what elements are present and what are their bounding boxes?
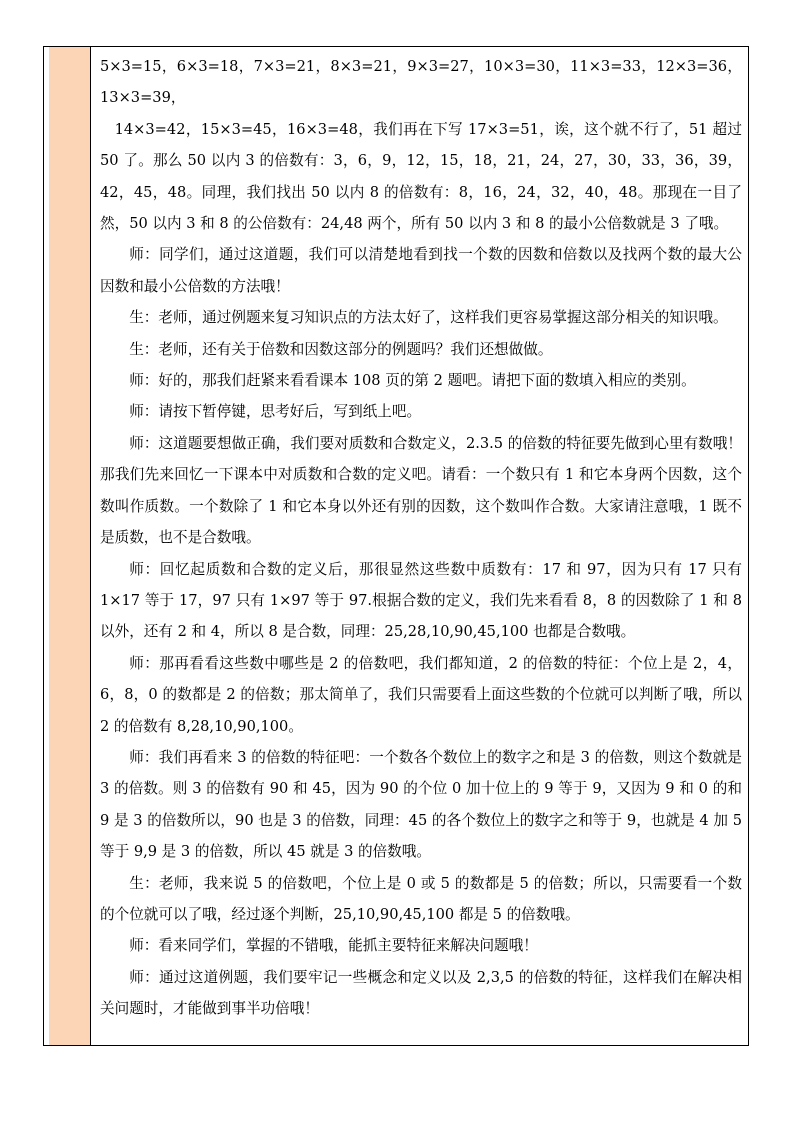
lesson-content: [100, 47, 742, 1025]
paragraph: 5×3=15，6×3=18，7×3=21，8×3=21，9×3=27，10×3=30，11×3=33，12×3=36，13×3=39，: [100, 58, 742, 107]
side-column: [44, 47, 91, 1045]
paragraph: 师：看来同学们，掌握的不错哦，能抓主要特征来解决问题哦！: [129, 937, 538, 955]
paragraph: 14×3=42，15×3=45，16×3=48，我们再在下写 17×3=51，诶，这个就不行了，51 超过 50 了。那么 50 以内 3 的倍数有：3，6，9，12，15，18，21，24，27，30，33，36，39，42，45，48。同理，我们找出 50 以内 8 的倍数有：8，16，24，32，40，48。那现在一目了然，50 以内 3 和 8 的公倍数有：24,48 两个，所有 50 以内 3 和 8 的最小公倍数就是 3 了哦。: [100, 120, 742, 233]
paragraph: 师：同学们，通过这道题，我们可以清楚地看到找一个数的因数和倍数以及找两个数的最大公因数和最小公倍数的方法哦！: [100, 246, 742, 295]
paragraph: 师：通过这道例题，我们要牢记一些概念和定义以及 2,3,5 的倍数的特征，这样我们在解决相关问题时，才能做到事半功倍哦！: [100, 968, 742, 1018]
side-column-shading: [49, 47, 90, 1045]
paragraph: 师：好的，那我们赶紧来看看课本 108 页的第 2 题吧。请把下面的数填入相应的类别。: [129, 372, 696, 390]
paragraph: 师：我们再看来 3 的倍数的特征吧：一个数各个数位上的数字之和是 3 的倍数，则这个数就是 3 的倍数。则 3 的倍数有 90 和 45，因为 90 的个位 0 加十位上的 9 等于 9，又因为 9 和 0 的和 9 是 3 的倍数所以，90 也是 3 的倍数，同理：45 的各个数位上的数字之和等于 9，也就是 4 加 5 等于 9,9 是 3 的倍数，所以 45 就是 3 的倍数哦。: [100, 748, 742, 861]
paragraph: 师：回忆起质数和合数的定义后，那很显然这些数中质数有：17 和 97，因为只有 17 只有 1×17 等于 17，97 只有 1×97 等于 97.根据合数的定义，我们先来看看 8，8 的因数除了 1 和 8 以外，还有 2 和 4，所以 8 是合数，同理：25,28,10,90,45,100 也都是合数哦。: [100, 560, 742, 641]
paragraph: 师：这道题要想做正确，我们要对质数和合数定义，2.3.5 的倍数的特征要先做到心里有数哦！那我们先来回忆一下课本中对质数和合数的定义吧。请看：一个数只有 1 和它本身两个因数，这个数叫作质数。一个数除了 1 和它本身以外还有别的因数，这个数叫作合数。大家请注意哦，1 既不是质数，也不是合数哦。: [100, 434, 742, 547]
paragraph: 生：老师，我来说 5 的倍数吧，个位上是 0 或 5 的数都是 5 的倍数；所以，只需要看一个数的个位就可以了哦，经过逐个判断，25,10,90,45,100 都是 5 的倍数哦。: [100, 874, 742, 923]
paragraph: 生：老师，通过例题来复习知识点的方法太好了，这样我们更容易掌握这部分相关的知识哦。: [129, 309, 728, 327]
lesson-table: [43, 46, 749, 1046]
paragraph: 生：老师，还有关于倍数和因数这部分的例题吗？我们还想做做。: [129, 340, 553, 358]
paragraph: 师：请按下暂停键，思考好后，写到纸上吧。: [129, 403, 422, 421]
paragraph: 师：那再看看这些数中哪些是 2 的倍数吧，我们都知道，2 的倍数的特征：个位上是 2，4，6，8，0 的数都是 2 的倍数；那太简单了，我们只需要看上面这些数的个位就可以判断了哦，所以 2 的倍数有 8,28,10,90,100。: [100, 654, 742, 735]
